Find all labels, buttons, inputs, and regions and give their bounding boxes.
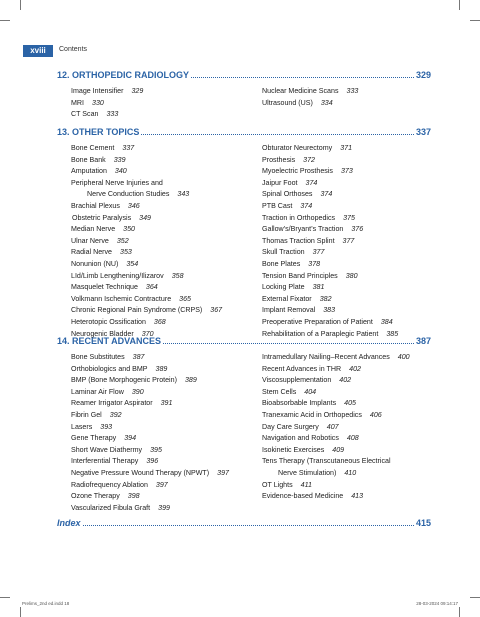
entry-page: 346 [127, 201, 140, 210]
entry-page: 399 [158, 503, 170, 512]
crop-mark [459, 0, 460, 10]
entry-label: Bone Substitutes [71, 353, 125, 361]
entry-label: Intramedullary Nailing–Recent Advances [262, 353, 390, 361]
entry-page: 376 [351, 225, 364, 234]
toc-entry[interactable] [262, 98, 358, 110]
toc-entry[interactable] [71, 317, 222, 329]
entry-label: Fibrin Gel [71, 410, 102, 419]
entry-page: 396 [146, 457, 159, 466]
entry-label: Tension Band Principles [262, 271, 338, 280]
running-title: Contents [59, 46, 88, 53]
entry-page: 383 [323, 306, 336, 315]
entry-label: Vascularized Fibula Graft [71, 503, 151, 512]
entry-label: Chronic Regional Pain Syndrome (CRPS) [71, 306, 203, 315]
toc-entry[interactable] [262, 166, 398, 178]
entry-page: 333 [106, 110, 119, 119]
entry-page: 387 [132, 353, 145, 361]
toc-entry[interactable] [262, 271, 398, 283]
entry-page: 334 [320, 98, 333, 107]
toc-entry[interactable] [262, 178, 398, 190]
toc-entry[interactable] [71, 410, 229, 422]
toc-entry[interactable] [71, 375, 229, 387]
toc-entry[interactable] [262, 189, 398, 201]
index-heading[interactable] [57, 518, 431, 531]
entry-label: Volkmann Ischemic Contracture [71, 294, 172, 303]
entry-label: Prosthesis [262, 155, 296, 164]
entry-label: Myoelectric Prosthesis [262, 167, 333, 176]
entry-page: 365 [179, 294, 191, 303]
toc-entry[interactable] [262, 480, 410, 492]
entry-label: External Fixator [262, 294, 312, 303]
entry-label: Rehabilitation of a Paraplegic Patient [262, 329, 379, 338]
entry-label: Bone Cement [71, 144, 115, 152]
toc-entry[interactable] [262, 387, 410, 399]
entry-label: Median Nerve [71, 225, 116, 234]
section-page: 387 [415, 336, 431, 346]
toc-entry[interactable] [71, 433, 229, 445]
entry-label: Locking Plate [262, 283, 305, 292]
entry-page: 358 [171, 271, 184, 280]
entry-page: 393 [100, 422, 113, 431]
toc-entry[interactable] [262, 86, 358, 98]
entry-label: PTB Cast [262, 201, 293, 210]
entry-label: OT Lights [262, 480, 293, 489]
entry-label: Skull Traction [262, 248, 305, 257]
entry-page: 402 [339, 376, 352, 385]
entry-label: Viscosupplementation [262, 376, 332, 385]
toc-entry[interactable] [71, 387, 229, 399]
section-title: 13. OTHER TOPICS [57, 127, 140, 137]
entry-page: 372 [303, 155, 315, 164]
toc-entry[interactable] [262, 155, 398, 167]
entry-label: Thomas Traction Splint [262, 236, 335, 245]
toc-entry[interactable] [262, 375, 410, 387]
toc-entry[interactable] [71, 143, 222, 155]
entry-page: 330 [92, 98, 104, 107]
entry-label: Interferential Therapy [71, 457, 139, 466]
entry-page: 380 [345, 271, 358, 280]
entry-label: Radiofrequency Ablation [71, 480, 148, 489]
entry-page: 389 [155, 364, 168, 373]
entry-label: Obturator Neurectomy [262, 144, 333, 152]
entry-label: CT Scan [71, 110, 99, 119]
entry-label: Heterotopic Ossification [71, 317, 146, 326]
entry-page: 402 [349, 364, 361, 373]
entry-label: Navigation and Robotics [262, 434, 339, 443]
entry-page: 368 [153, 317, 166, 326]
entry-page: 397 [155, 480, 168, 489]
toc-column-right [262, 143, 398, 340]
entry-page: 392 [109, 410, 122, 419]
entry-label: Tranexamic Acid in Orthopedics [262, 410, 362, 419]
section-page: 329 [415, 70, 431, 80]
entry-page: 350 [123, 225, 136, 234]
toc-entry[interactable] [71, 155, 222, 167]
toc-entry[interactable] [71, 178, 222, 190]
toc-column-left [71, 143, 222, 340]
section-title: 14. RECENT ADVANCES [57, 336, 162, 346]
toc-entry[interactable] [71, 166, 222, 178]
entry-page: 374 [305, 178, 318, 187]
entry-page: 374 [320, 190, 333, 199]
toc-entry[interactable] [71, 98, 143, 110]
entry-page: 343 [177, 190, 190, 199]
toc-entry[interactable] [262, 317, 398, 329]
entry-label: Jaipur Foot [262, 178, 298, 187]
entry-label: Implant Removal [262, 306, 316, 315]
toc-entry[interactable] [262, 352, 410, 364]
toc-entry[interactable] [262, 236, 398, 248]
crop-mark [459, 607, 460, 617]
toc-entry[interactable] [71, 422, 229, 434]
dot-leader [191, 70, 414, 78]
entry-label: Peripheral Nerve Injuries and [71, 178, 163, 187]
toc-entry[interactable] [262, 445, 410, 457]
toc-entry[interactable] [71, 294, 222, 306]
entry-label: Amputation [71, 167, 107, 176]
toc-entry[interactable] [71, 109, 143, 121]
entry-label: Neurogenic Bladder [71, 329, 134, 338]
toc-entry[interactable] [71, 236, 222, 248]
crop-mark [20, 0, 21, 10]
entry-page: 354 [126, 259, 139, 268]
toc-entry[interactable] [71, 456, 229, 468]
page-number: xviii [30, 46, 46, 55]
entry-page: 337 [122, 144, 135, 152]
index-title: Index [57, 518, 81, 528]
entry-page: 375 [343, 213, 355, 222]
entry-label: MRI [71, 98, 85, 107]
entry-label: Brachial Plexus [71, 201, 120, 210]
footer-file: Prelims_2nd ed.indd 18 [22, 601, 70, 606]
toc-column-right [262, 352, 410, 503]
toc-entry[interactable] [262, 398, 410, 410]
entry-page: 340 [114, 167, 127, 176]
entry-label: Ulnar Nerve [71, 236, 109, 245]
entry-label: Ultrasound (US) [262, 98, 313, 107]
toc-entry[interactable] [262, 201, 398, 213]
entry-page: 329 [131, 87, 144, 95]
entry-label: Image Intensifier [71, 87, 124, 95]
crop-mark [0, 20, 10, 21]
toc-entry[interactable] [71, 224, 222, 236]
toc-entry[interactable] [262, 422, 410, 434]
entry-label: Lasers [71, 422, 93, 431]
entry-page: 364 [145, 283, 158, 292]
toc-entry[interactable] [262, 410, 410, 422]
dot-leader [141, 127, 414, 135]
entry-label: Nuclear Medicine Scans [262, 87, 339, 95]
entry-page: 339 [113, 155, 126, 164]
entry-page: 371 [340, 144, 353, 152]
entry-label: Stem Cells [262, 387, 297, 396]
toc-column-left [71, 86, 143, 121]
entry-page: 367 [210, 306, 223, 315]
toc-entry[interactable] [71, 189, 222, 201]
toc-column-right [262, 86, 358, 109]
toc-column-left [71, 352, 229, 514]
entry-page: 408 [346, 434, 359, 443]
entry-page: 382 [319, 294, 332, 303]
toc-entry[interactable] [71, 364, 229, 376]
entry-label: Masquelet Technique [71, 283, 138, 292]
entry-label: Ozone Therapy [71, 492, 120, 501]
crop-mark [470, 20, 480, 21]
entry-page: 394 [124, 434, 137, 443]
entry-page: 391 [160, 399, 173, 408]
entry-label: LId/Limb Lengthening/Ilizarov [71, 271, 164, 280]
entry-page: 353 [120, 248, 132, 257]
toc-entry[interactable] [262, 294, 398, 306]
entry-page: 390 [131, 387, 144, 396]
section-heading[interactable] [57, 336, 431, 349]
entry-label: Gene Therapy [71, 434, 117, 443]
toc-entry[interactable] [71, 271, 222, 283]
dot-leader [83, 518, 414, 526]
toc-entry[interactable] [71, 282, 222, 294]
entry-page: 411 [300, 480, 312, 489]
dot-leader [163, 336, 414, 344]
entry-label: Reamer Irrigator Aspirator [71, 399, 153, 408]
crop-mark [470, 597, 480, 598]
section-heading[interactable] [57, 127, 431, 140]
entry-page: 413 [351, 492, 364, 501]
entry-page: 389 [184, 376, 197, 385]
entry-page: 405 [344, 399, 356, 408]
entry-page: 381 [312, 283, 325, 292]
toc-entry[interactable] [262, 491, 410, 503]
toc-entry[interactable] [71, 247, 222, 259]
toc-entry[interactable] [71, 86, 143, 98]
entry-page: 384 [380, 317, 393, 326]
toc-entry[interactable] [262, 143, 398, 155]
entry-page: 333 [346, 87, 359, 95]
entry-page: 406 [369, 410, 382, 419]
entry-page: 385 [386, 329, 399, 338]
entry-page: 397 [217, 468, 229, 477]
section-page: 337 [415, 127, 431, 137]
section-title: 12. ORTHOPEDIC RADIOLOGY [57, 70, 190, 80]
toc-entry[interactable] [262, 259, 398, 271]
entry-label: Spinal Orthoses [262, 190, 313, 199]
section-heading[interactable] [57, 70, 431, 83]
entry-label: Traction in Orthopedics [262, 213, 336, 222]
entry-label: Obstetric Paralysis [72, 213, 132, 222]
toc-entry[interactable] [262, 305, 398, 317]
entry-label: BMP (Bone Morphogenic Protein) [71, 376, 177, 385]
toc-entry[interactable] [71, 259, 222, 271]
entry-page: 352 [116, 236, 129, 245]
entry-label: Nonunion (NU) [71, 259, 119, 268]
toc-entry[interactable] [262, 456, 410, 468]
entry-page: 404 [304, 387, 317, 396]
entry-label: Recent Advances in THR [262, 364, 342, 373]
toc-entry[interactable] [71, 213, 222, 225]
toc-entry[interactable] [262, 213, 398, 225]
entry-label: Gallow’s/Bryant’s Traction [262, 225, 344, 234]
entry-page: 400 [397, 353, 410, 361]
toc-entry[interactable] [262, 247, 398, 259]
toc-entry[interactable] [262, 282, 398, 294]
index-page: 415 [415, 518, 431, 528]
entry-label: Short Wave Diathermy [71, 445, 143, 454]
entry-label: Preoperative Preparation of Patient [262, 317, 373, 326]
entry-page: 410 [344, 468, 357, 477]
toc-entry[interactable] [71, 445, 229, 457]
toc-entry[interactable] [71, 468, 229, 480]
toc-entry[interactable] [262, 224, 398, 236]
entry-label: Bone Plates [262, 259, 301, 268]
entry-page: 373 [340, 167, 353, 176]
toc-entry[interactable] [71, 503, 229, 515]
entry-label: Isokinetic Exercises [262, 445, 325, 454]
entry-page: 377 [312, 248, 325, 257]
toc-entry[interactable] [71, 491, 229, 503]
entry-label: Radial Nerve [71, 248, 113, 257]
toc-entry[interactable] [71, 352, 229, 364]
toc-entry[interactable] [262, 364, 410, 376]
entry-label: Orthobiologics and BMP [71, 364, 148, 373]
entry-label: Evidence-based Medicine [262, 492, 344, 501]
entry-page: 409 [332, 445, 345, 454]
entry-page: 395 [150, 445, 162, 454]
entry-page: 407 [326, 422, 339, 431]
entry-label: Bioabsorbable Implants [262, 399, 337, 408]
entry-label: Nerve Stimulation) [278, 468, 337, 477]
entry-page: 374 [300, 201, 313, 210]
entry-page: 378 [308, 259, 321, 268]
footer-timestamp: 28-03-2024 09:14:17 [416, 601, 458, 606]
toc-entry[interactable] [262, 433, 410, 445]
entry-page: 377 [342, 236, 355, 245]
crop-mark [20, 607, 21, 617]
entry-label: Day Care Surgery [262, 422, 319, 431]
toc-entry[interactable] [71, 398, 229, 410]
entry-label: Bone Bank [71, 155, 106, 164]
entry-label: Laminar Air Flow [71, 387, 124, 396]
toc-entry[interactable] [71, 305, 222, 317]
entry-page: 349 [139, 213, 151, 222]
toc-entry[interactable] [71, 201, 222, 213]
toc-entry[interactable] [71, 480, 229, 492]
entry-page: 370 [141, 329, 154, 338]
entry-label: Negative Pressure Wound Therapy (NPWT) [71, 468, 210, 477]
entry-page: 398 [127, 492, 140, 501]
entry-label: Tens Therapy (Transcutaneous Electrical [262, 457, 391, 466]
toc-entry[interactable] [262, 468, 410, 480]
entry-label: Nerve Conduction Studies [87, 190, 170, 199]
crop-mark [0, 597, 10, 598]
